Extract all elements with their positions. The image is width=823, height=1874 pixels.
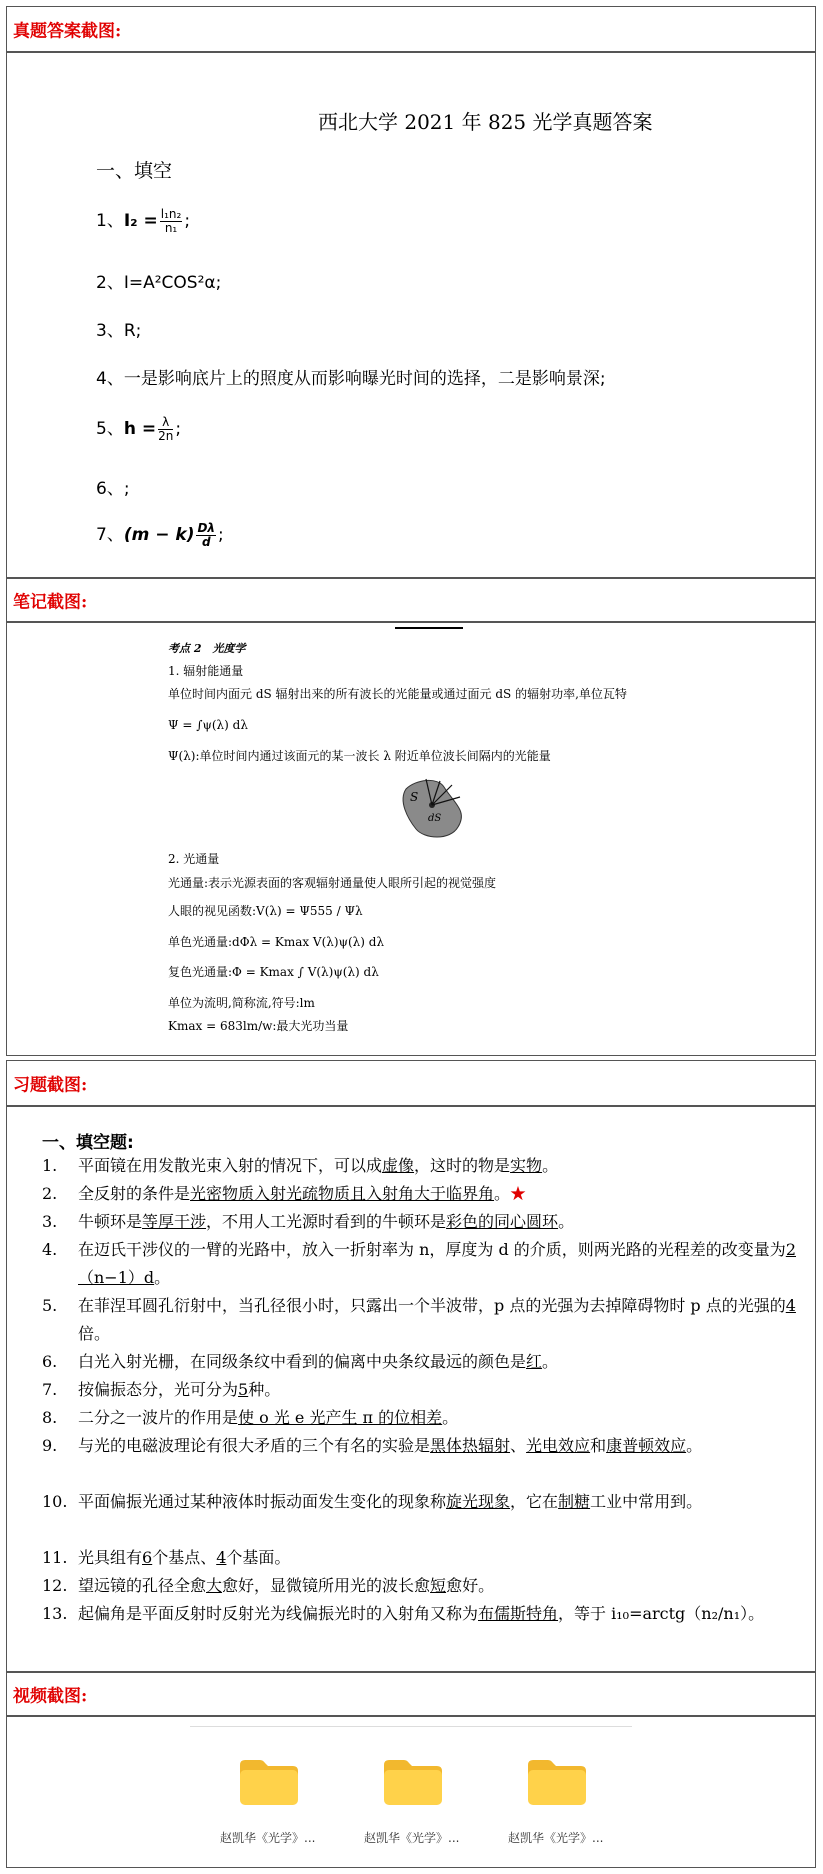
exercise-item-number: 5. bbox=[42, 1296, 58, 1315]
exercise-text-fragment: 。 bbox=[558, 1212, 575, 1231]
exercise-text-fragment: 。 bbox=[542, 1352, 559, 1371]
exercise-answer-blank: 布儒斯特角 bbox=[478, 1604, 559, 1623]
exercise-answer-blank: 虚像 bbox=[382, 1156, 415, 1175]
notes-line: 2. 光通量 bbox=[168, 852, 220, 866]
notes-line: 单位为流明,简称流,符号:lm bbox=[168, 996, 315, 1010]
exercise-item-number: 13. bbox=[42, 1604, 68, 1623]
exercise-text-fragment: ，不用人工光源时看到的牛顿环是 bbox=[206, 1212, 447, 1231]
notes-line: 复色光通量:Φ = Kmax ∫ V(λ)ψ(λ) dλ bbox=[168, 965, 379, 979]
video-section-header bbox=[6, 1672, 816, 1716]
exercise-text-fragment: 平面镜在用发散光束入射的情况下，可以成 bbox=[78, 1156, 383, 1175]
exercise-item-text bbox=[78, 1208, 802, 1236]
exercise-text-fragment: 在菲涅耳圆孔衍射中，当孔径很小时，只露出一个半波带，p 点的光强为去掉障碍物时 p 点的光强的 bbox=[78, 1296, 786, 1315]
exercise-answer-blank: 使 o 光 e 光产生 π 的位相差 bbox=[238, 1408, 443, 1427]
exercise-item-number: 9. bbox=[42, 1436, 58, 1455]
fraction-denominator: d bbox=[201, 534, 211, 549]
exercise-answer-blank: 旋光现象 bbox=[446, 1492, 511, 1511]
notes-line: 1. 辐射能通量 bbox=[168, 664, 244, 678]
star-icon: ★ bbox=[510, 1184, 527, 1203]
exercise-item-number: 1. bbox=[42, 1156, 58, 1175]
exercise-item bbox=[42, 1404, 802, 1432]
notes-section-label: 笔记截图: bbox=[13, 592, 88, 613]
notes-line: 单位时间内面元 dS 辐射出来的所有波长的光能量或通过面元 dS 的辐射功率,单位瓦特 bbox=[168, 687, 627, 701]
exercise-text-fragment: 倍。 bbox=[78, 1324, 111, 1343]
exercise-text-fragment: 平面偏振光通过某种液体时振动面发生变化的现象称 bbox=[78, 1492, 447, 1511]
exercise-answer-blank: 6 bbox=[142, 1548, 153, 1567]
exercise-text-fragment: 工业中常用到。 bbox=[590, 1492, 703, 1511]
exercise-item bbox=[42, 1572, 802, 1600]
exercise-text-fragment: 愈好，显微镜所用光的波长愈 bbox=[222, 1576, 431, 1595]
exercise-answer-blank: 光密物质入射光疏物质且入射角大于临界角 bbox=[190, 1184, 495, 1203]
exercise-answer-blank: 制糖 bbox=[558, 1492, 591, 1511]
exercise-item bbox=[42, 1180, 802, 1208]
exercise-item-number: 2. bbox=[42, 1184, 58, 1203]
video-folder-label[interactable]: 赵凯华《光学》... bbox=[508, 1831, 604, 1845]
answer-item-suffix: ; bbox=[218, 525, 224, 545]
notes-line: Ψ = ∫ψ(λ) dλ bbox=[168, 718, 248, 732]
notes-line: Kmax = 683lm/w:最大光功当量 bbox=[168, 1019, 349, 1033]
exercise-item-text bbox=[78, 1404, 802, 1432]
exercise-text-fragment: 二分之一波片的作用是 bbox=[78, 1408, 239, 1427]
exercise-answer-blank: 短 bbox=[430, 1576, 447, 1595]
fraction-numerator: λ bbox=[158, 416, 173, 430]
answer-fraction bbox=[158, 416, 173, 443]
exercise-text-fragment: ，等于 i₁₀=arctg（n₂/n₁）。 bbox=[558, 1604, 765, 1623]
answer-item-text: I₂ = bbox=[123, 211, 158, 231]
answer-item-number: 6、 bbox=[96, 479, 124, 499]
exercise-answer-blank: 4 bbox=[785, 1296, 796, 1315]
answer-item bbox=[96, 520, 224, 549]
exercise-item-number: 6. bbox=[42, 1352, 58, 1371]
exercise-text-fragment: 个基点、 bbox=[152, 1548, 217, 1567]
answer-item-suffix: ; bbox=[184, 211, 191, 231]
notes-section-header bbox=[6, 578, 816, 622]
exercise-item-number: 10. bbox=[42, 1492, 68, 1511]
exercise-text-fragment: 个基面。 bbox=[226, 1548, 291, 1567]
exercise-answer-blank: 2（n−1）d bbox=[78, 1240, 796, 1287]
exercise-section-heading: 一、填空题: bbox=[42, 1133, 134, 1153]
exercise-text-fragment: 。 bbox=[542, 1156, 559, 1175]
video-top-rule bbox=[190, 1726, 632, 1727]
exercise-text-fragment: 与光的电磁波理论有很大矛盾的三个有名的实验是 bbox=[78, 1436, 431, 1455]
fraction-denominator: n₁ bbox=[164, 220, 178, 235]
folder-icon[interactable] bbox=[238, 1757, 300, 1807]
exercise-answer-blank: 5 bbox=[238, 1380, 249, 1399]
exercise-item-text bbox=[78, 1348, 802, 1376]
notes-top-rule bbox=[395, 627, 463, 629]
exercise-item bbox=[42, 1544, 802, 1572]
exercise-answer-blank: 大 bbox=[206, 1576, 223, 1595]
notes-line: Ψ(λ):单位时间内通过该面元的某一波长 λ 附近单位波长间隔内的光能量 bbox=[168, 749, 551, 763]
exercise-text-fragment: 白光入射光栅，在同级条纹中看到的偏离中央条纹最远的颜色是 bbox=[78, 1352, 527, 1371]
exercise-text-fragment: 起偏角是平面反射时反射光为线偏振光时的入射角又称为 bbox=[78, 1604, 479, 1623]
answer-section-header bbox=[6, 6, 816, 52]
figure-label-s: S bbox=[410, 790, 419, 804]
exercise-item-text bbox=[78, 1152, 802, 1180]
answer-fraction bbox=[196, 522, 216, 549]
exercise-text-fragment: 望远镜的孔径全愈 bbox=[78, 1576, 207, 1595]
exercise-text-fragment: 种。 bbox=[248, 1380, 281, 1399]
surface-patch bbox=[403, 780, 461, 837]
exercise-section-label: 习题截图: bbox=[13, 1075, 88, 1096]
answer-item bbox=[96, 316, 141, 341]
exercise-item-number: 11. bbox=[42, 1548, 68, 1567]
exercise-item bbox=[42, 1488, 802, 1516]
notes-heading: 考点 2 光度学 bbox=[168, 642, 246, 655]
answer-item bbox=[96, 474, 130, 499]
exercise-answer-blank: 康普顿效应 bbox=[606, 1436, 687, 1455]
notes-line: 单色光通量:dΦλ = Kmax V(λ)ψ(λ) dλ bbox=[168, 935, 385, 949]
folder-icon[interactable] bbox=[382, 1757, 444, 1807]
exercise-item bbox=[42, 1208, 802, 1236]
exercise-item-text bbox=[78, 1180, 802, 1208]
figure-label-ds: dS bbox=[428, 813, 442, 824]
answer-item-text: I=A²COS²α; bbox=[123, 273, 222, 293]
answer-fraction bbox=[160, 208, 183, 235]
exercise-text-fragment: 按偏振态分，光可分为 bbox=[78, 1380, 239, 1399]
exercise-item-text bbox=[78, 1236, 802, 1292]
exercise-item-number: 12. bbox=[42, 1576, 68, 1595]
exercise-answer-blank: 4 bbox=[216, 1548, 227, 1567]
exercise-text-fragment: 。 bbox=[494, 1184, 511, 1203]
answer-item-number: 7、 bbox=[96, 525, 124, 545]
exercise-item bbox=[42, 1152, 802, 1180]
folder-icon[interactable] bbox=[526, 1757, 588, 1807]
exercise-text-fragment: 光具组有 bbox=[78, 1548, 143, 1567]
answer-item bbox=[96, 414, 181, 443]
answer-item-number: 1、 bbox=[96, 211, 124, 231]
exercise-item bbox=[42, 1236, 802, 1292]
exercise-answer-blank: 实物 bbox=[510, 1156, 543, 1175]
answer-item-number: 5、 bbox=[96, 419, 124, 439]
exercise-answer-blank: 光电效应 bbox=[526, 1436, 591, 1455]
exercise-answer-blank: 等厚干涉 bbox=[142, 1212, 207, 1231]
exercise-item-number: 3. bbox=[42, 1212, 58, 1231]
fraction-numerator: Dλ bbox=[197, 520, 216, 535]
exercise-text-fragment: ，这时的物是 bbox=[414, 1156, 511, 1175]
exercise-text-fragment: 和 bbox=[590, 1436, 607, 1455]
answer-item-text: 一是影响底片上的照度从而影响曝光时间的选择，二是影响景深; bbox=[123, 369, 606, 389]
video-section-label: 视频截图: bbox=[13, 1686, 88, 1707]
exercise-item bbox=[42, 1600, 802, 1628]
answer-item-number: 4、 bbox=[96, 369, 124, 389]
answer-item bbox=[96, 268, 221, 293]
answer-item-text: R; bbox=[123, 321, 142, 341]
exercise-answer-blank: 黑体热辐射 bbox=[430, 1436, 511, 1455]
exercise-item-text bbox=[78, 1292, 802, 1348]
exercise-text-fragment: 。 bbox=[686, 1436, 703, 1455]
exercise-item-text bbox=[78, 1488, 802, 1516]
exercise-text-fragment: 全反射的条件是 bbox=[78, 1184, 191, 1203]
video-folder-label[interactable]: 赵凯华《光学》... bbox=[364, 1831, 460, 1845]
exercise-text-fragment: 。 bbox=[442, 1408, 459, 1427]
answer-item-number: 3、 bbox=[96, 321, 124, 341]
fraction-denominator: 2n bbox=[158, 428, 174, 443]
answer-item-suffix: ; bbox=[175, 419, 182, 439]
answer-section-label: 真题答案截图: bbox=[13, 21, 122, 42]
exercise-text-fragment: ，它在 bbox=[510, 1492, 559, 1511]
notes-line: 人眼的视见函数:V(λ) = Ψ555 / Ψλ bbox=[168, 904, 363, 918]
exercise-text-fragment: 牛顿环是 bbox=[78, 1212, 143, 1231]
exercise-text-fragment: 在迈氏干涉仪的一臂的光路中，放入一折射率为 n，厚度为 d 的介质，则两光路的光程差的改变量为 bbox=[78, 1240, 786, 1259]
exercise-item-text bbox=[78, 1432, 802, 1460]
answer-item-text: h = bbox=[123, 419, 157, 439]
answer-item bbox=[96, 206, 190, 235]
exercise-answer-blank: 红 bbox=[526, 1352, 543, 1371]
answer-title: 西北大学 2021 年 825 光学真题答案 bbox=[318, 110, 653, 134]
exercise-item-number: 7. bbox=[42, 1380, 58, 1399]
radiant-flux-figure bbox=[398, 775, 476, 845]
exercise-item-text bbox=[78, 1572, 802, 1600]
exercise-text-fragment: 、 bbox=[510, 1436, 527, 1455]
fraction-numerator: l₁n₂ bbox=[160, 206, 182, 221]
exercise-item-text bbox=[78, 1376, 802, 1404]
exercise-item-text bbox=[78, 1544, 802, 1572]
exercise-text-fragment: 愈好。 bbox=[446, 1576, 495, 1595]
video-folder-label[interactable]: 赵凯华《光学》... bbox=[220, 1831, 316, 1845]
exercise-item bbox=[42, 1348, 802, 1376]
exercise-item bbox=[42, 1292, 802, 1348]
exercise-section-header bbox=[6, 1060, 816, 1106]
answer-section-heading: 一、填空 bbox=[96, 160, 173, 182]
exercise-text-fragment: 。 bbox=[154, 1268, 171, 1287]
exercise-answer-blank: 彩色的同心圆环 bbox=[446, 1212, 559, 1231]
answer-item-text: (m − k) bbox=[123, 525, 195, 545]
exercise-item bbox=[42, 1432, 802, 1460]
answer-item-text: ; bbox=[123, 479, 130, 499]
exercise-item-number: 4. bbox=[42, 1240, 58, 1259]
notes-line: 光通量:表示光源表面的客观辐射通量使人眼所引起的视觉强度 bbox=[168, 876, 497, 890]
exercise-item-text bbox=[78, 1600, 802, 1628]
answer-item-number: 2、 bbox=[96, 273, 124, 293]
answer-item bbox=[96, 364, 606, 389]
exercise-item-number: 8. bbox=[42, 1408, 58, 1427]
exercise-item bbox=[42, 1376, 802, 1404]
